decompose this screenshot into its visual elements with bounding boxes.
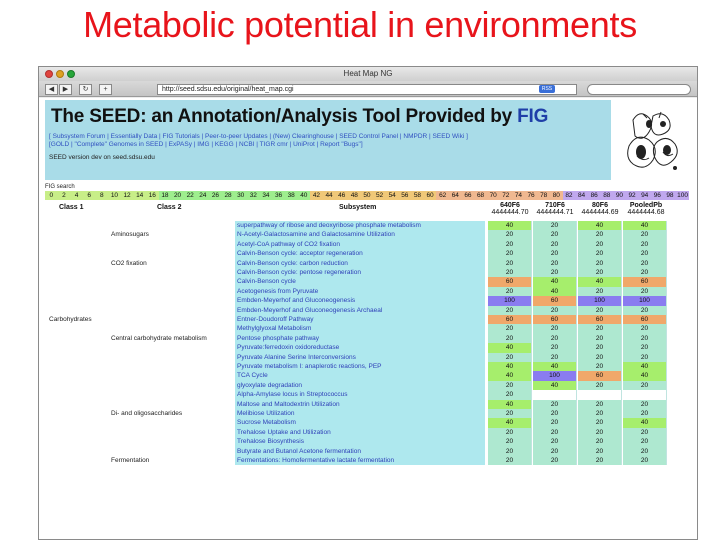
subsystem-link[interactable]: Acetyl-CoA pathway of CO2 fixation <box>235 240 485 249</box>
heat-value-cell[interactable]: 20 <box>488 390 532 399</box>
scale-value: 98 <box>664 191 677 200</box>
heat-value-cell[interactable]: 20 <box>578 409 622 418</box>
heat-value-cell[interactable]: 20 <box>623 259 667 268</box>
heat-value-cell[interactable]: 20 <box>488 249 532 258</box>
scale-value: 56 <box>399 191 412 200</box>
heat-value-cell[interactable] <box>533 390 577 399</box>
heat-value-cell[interactable]: 20 <box>578 259 622 268</box>
heat-value-cell[interactable]: 40 <box>623 418 667 427</box>
header-subsystem[interactable]: Subsystem <box>339 204 377 211</box>
genome-id: 4444444.71 <box>536 209 574 216</box>
heat-value-cell[interactable]: 20 <box>488 324 532 333</box>
subsystem-link[interactable]: Calvin-Benson cycle: carbon reduction <box>235 259 485 268</box>
heat-value-cell[interactable]: 40 <box>488 343 532 352</box>
scale-value: 36 <box>272 191 285 200</box>
scale-value: 58 <box>411 191 424 200</box>
seed-logo-image <box>623 106 685 178</box>
seed-pods-icon <box>623 106 685 178</box>
scale-value: 2 <box>58 191 71 200</box>
heat-value-cell[interactable]: 40 <box>488 362 532 371</box>
heat-value-cell[interactable]: 20 <box>578 343 622 352</box>
scale-value: 16 <box>146 191 159 200</box>
heat-value-cell[interactable]: 20 <box>578 437 622 446</box>
scale-value: 34 <box>260 191 273 200</box>
heat-value-cell[interactable]: 60 <box>488 315 532 324</box>
header-class2[interactable]: Class 2 <box>157 204 182 211</box>
scale-value: 44 <box>323 191 336 200</box>
heat-value-cell[interactable]: 20 <box>623 447 667 456</box>
subsystem-link[interactable]: Embden-Meyerhof and Gluconeogenesis Archaeal <box>235 306 485 315</box>
genome-name: PooledPb <box>629 202 663 209</box>
heat-value-cell[interactable]: 40 <box>488 418 532 427</box>
heat-value-cell[interactable] <box>578 390 622 399</box>
heat-value-cell[interactable]: 20 <box>533 418 577 427</box>
heat-value-cell[interactable]: 20 <box>578 456 622 465</box>
header-genome[interactable] <box>581 202 619 216</box>
browser-window <box>38 66 698 540</box>
heat-scale-legend <box>45 191 689 200</box>
heat-value-cell[interactable]: 40 <box>488 221 532 230</box>
heat-value-cell[interactable]: 60 <box>533 315 577 324</box>
subsystem-link[interactable]: Butyrate and Butanol Acetone fermentation <box>235 447 485 456</box>
table-row <box>39 400 697 409</box>
subsystem-link[interactable]: Pentose phosphate pathway <box>235 334 485 343</box>
table-row <box>39 306 697 315</box>
heat-value-cell[interactable]: 40 <box>623 362 667 371</box>
scale-value: 30 <box>234 191 247 200</box>
heat-value-cell[interactable]: 20 <box>488 259 532 268</box>
heat-value-cell[interactable]: 100 <box>623 296 667 305</box>
class1-cell: Carbohydrates <box>49 316 92 323</box>
header-class1[interactable]: Class 1 <box>59 204 84 211</box>
scale-value: 48 <box>348 191 361 200</box>
heat-value-cell[interactable]: 20 <box>623 343 667 352</box>
heat-value-cell[interactable]: 100 <box>578 296 622 305</box>
fig-link[interactable]: FIG <box>517 106 549 127</box>
heat-value-cell[interactable]: 20 <box>533 447 577 456</box>
class2-cell: Fermentation <box>111 457 150 464</box>
seed-header <box>45 100 611 180</box>
heat-value-cell[interactable]: 40 <box>533 277 577 286</box>
scale-value: 18 <box>159 191 172 200</box>
scale-value: 78 <box>537 191 550 200</box>
scale-value: 50 <box>361 191 374 200</box>
web-page <box>39 98 697 540</box>
heat-value-cell[interactable]: 20 <box>578 362 622 371</box>
table-row <box>39 409 697 418</box>
heat-value-cell[interactable]: 20 <box>533 343 577 352</box>
scale-value: 24 <box>197 191 210 200</box>
heat-value-cell[interactable]: 60 <box>533 296 577 305</box>
heat-value-cell[interactable]: 20 <box>578 353 622 362</box>
table-row <box>39 240 697 249</box>
scale-value: 22 <box>184 191 197 200</box>
rss-badge[interactable]: RSS <box>539 85 555 93</box>
subsystem-link[interactable]: Sucrose Metabolism <box>235 418 485 427</box>
table-row <box>39 390 697 399</box>
scale-value: 66 <box>462 191 475 200</box>
close-window-button[interactable] <box>45 70 53 78</box>
back-arrow-icon[interactable]: ◀ <box>45 84 58 95</box>
subsystem-link[interactable]: superpathway of ribose and deoxyribose phosphate metabolism <box>235 221 485 230</box>
table-row <box>39 381 697 390</box>
heat-value-cell[interactable]: 20 <box>578 400 622 409</box>
scale-value: 92 <box>626 191 639 200</box>
table-row <box>39 362 697 371</box>
subsystem-link[interactable]: N-Acetyl-Galactosamine and Galactosamine Utilization <box>235 230 485 239</box>
scale-value: 40 <box>298 191 311 200</box>
scale-value: 32 <box>247 191 260 200</box>
subsystem-link[interactable]: Entner-Doudoroff Pathway <box>235 315 485 324</box>
heat-value-cell[interactable]: 20 <box>578 334 622 343</box>
subsystem-link[interactable]: Trehalose Uptake and Utilization <box>235 428 485 437</box>
heat-value-cell[interactable]: 20 <box>578 287 622 296</box>
table-row <box>39 334 697 343</box>
scale-value: 46 <box>335 191 348 200</box>
scale-value: 80 <box>550 191 563 200</box>
heat-value-cell[interactable]: 20 <box>623 324 667 333</box>
slide-title: Metabolic potential in environments <box>83 4 637 45</box>
scale-value: 20 <box>171 191 184 200</box>
scale-value: 26 <box>209 191 222 200</box>
scale-value: 88 <box>601 191 614 200</box>
scale-value: 28 <box>222 191 235 200</box>
heat-value-cell[interactable]: 20 <box>578 268 622 277</box>
table-row <box>39 296 697 305</box>
heat-value-cell[interactable]: 20 <box>623 240 667 249</box>
table-row <box>39 230 697 239</box>
table-row <box>39 437 697 446</box>
heat-value-cell[interactable]: 20 <box>578 428 622 437</box>
scale-value: 84 <box>575 191 588 200</box>
scale-value: 76 <box>525 191 538 200</box>
subsystem-link[interactable]: Melibiose Utilization <box>235 409 485 418</box>
heat-value-cell[interactable]: 40 <box>488 400 532 409</box>
subsystem-link[interactable]: Embden-Meyerhof and Gluconeogenesis <box>235 296 485 305</box>
subsystem-link[interactable]: Trehalose Biosynthesis <box>235 437 485 446</box>
minimize-window-button[interactable] <box>56 70 64 78</box>
table-row <box>39 315 697 324</box>
heat-value-cell[interactable]: 40 <box>488 371 532 380</box>
heat-value-cell[interactable]: 20 <box>488 353 532 362</box>
scale-value: 74 <box>512 191 525 200</box>
heat-value-cell[interactable]: 20 <box>623 437 667 446</box>
heat-value-cell[interactable]: 20 <box>533 353 577 362</box>
heat-value-cell[interactable]: 20 <box>578 230 622 239</box>
scale-value: 52 <box>373 191 386 200</box>
heat-value-cell[interactable]: 20 <box>578 306 622 315</box>
genome-id: 4444444.69 <box>581 209 619 216</box>
heat-value-cell[interactable]: 20 <box>488 240 532 249</box>
heat-value-cell[interactable]: 20 <box>533 240 577 249</box>
subsystem-link[interactable]: Pyruvate:ferredoxin oxidoreductase <box>235 343 485 352</box>
reload-icon[interactable]: ↻ <box>79 84 92 95</box>
scale-value: 0 <box>45 191 58 200</box>
fig-search-link[interactable]: FIG search <box>45 184 75 190</box>
heat-value-cell[interactable]: 20 <box>623 287 667 296</box>
subsystem-link[interactable]: Calvin-Benson cycle <box>235 277 485 286</box>
add-bookmark-icon[interactable]: + <box>99 84 112 95</box>
heat-value-cell[interactable]: 40 <box>623 371 667 380</box>
heat-value-cell[interactable]: 60 <box>578 371 622 380</box>
heat-value-cell[interactable]: 40 <box>578 277 622 286</box>
heat-value-cell[interactable]: 20 <box>578 240 622 249</box>
table-header <box>39 202 697 220</box>
heat-value-cell[interactable]: 20 <box>623 249 667 258</box>
table-row <box>39 343 697 352</box>
subsystem-link[interactable]: glyoxylate degradation <box>235 381 485 390</box>
heat-value-cell[interactable]: 20 <box>533 456 577 465</box>
scale-value: 62 <box>436 191 449 200</box>
scale-value: 94 <box>638 191 651 200</box>
heat-value-cell[interactable]: 20 <box>623 306 667 315</box>
maximize-window-button[interactable] <box>67 70 75 78</box>
heat-value-cell[interactable]: 40 <box>533 287 577 296</box>
table-row <box>39 418 697 427</box>
heat-value-cell[interactable]: 20 <box>488 447 532 456</box>
heat-value-cell[interactable]: 60 <box>488 277 532 286</box>
subsystem-link[interactable]: Fermentations: Homofermentative lactate fermentation <box>235 456 485 465</box>
table-row <box>39 287 697 296</box>
heat-value-cell[interactable]: 20 <box>623 268 667 277</box>
scale-value: 96 <box>651 191 664 200</box>
genome-name: 80F6 <box>592 202 608 209</box>
heat-value-cell[interactable]: 20 <box>533 400 577 409</box>
heat-value-cell[interactable]: 20 <box>578 381 622 390</box>
subsystem-link[interactable]: Methylglyoxal Metabolism <box>235 324 485 333</box>
seed-version: SEED version dev on seed.sdsu.edu <box>49 154 155 161</box>
heat-value-cell[interactable]: 20 <box>533 221 577 230</box>
forward-arrow-icon[interactable]: ▶ <box>59 84 72 95</box>
subsystem-link[interactable]: Pyruvate metabolism I: anaplerotic reactions, PEP <box>235 362 485 371</box>
table-row <box>39 428 697 437</box>
heat-value-cell[interactable]: 20 <box>623 334 667 343</box>
heat-value-cell[interactable]: 20 <box>533 230 577 239</box>
heat-value-cell[interactable]: 20 <box>488 334 532 343</box>
table-row <box>39 221 697 230</box>
heat-value-cell[interactable] <box>623 390 667 399</box>
heat-value-cell[interactable]: 100 <box>533 371 577 380</box>
subsystem-link[interactable]: TCA Cycle <box>235 371 485 380</box>
browser-toolbar <box>39 81 697 97</box>
scale-value: 70 <box>487 191 500 200</box>
heat-value-cell[interactable]: 20 <box>623 381 667 390</box>
heat-value-cell[interactable]: 20 <box>488 409 532 418</box>
heat-value-cell[interactable]: 40 <box>623 221 667 230</box>
heat-value-cell[interactable]: 40 <box>578 221 622 230</box>
heat-value-cell[interactable]: 20 <box>623 230 667 239</box>
heat-value-cell[interactable]: 40 <box>533 362 577 371</box>
subsystem-link[interactable]: Calvin-Benson cycle: acceptor regeneration <box>235 249 485 258</box>
scale-value: 42 <box>310 191 323 200</box>
heat-value-cell[interactable]: 20 <box>533 268 577 277</box>
subsystem-link[interactable]: Pyruvate Alanine Serine Interconversions <box>235 353 485 362</box>
seed-title-text: The SEED: an Annotation/Analysis Tool Provided by <box>51 106 518 127</box>
table-row <box>39 371 697 380</box>
heat-value-cell[interactable]: 20 <box>533 428 577 437</box>
heat-value-cell[interactable]: 20 <box>623 456 667 465</box>
scale-value: 86 <box>588 191 601 200</box>
heat-value-cell[interactable]: 60 <box>623 277 667 286</box>
table-row <box>39 447 697 456</box>
heat-value-cell[interactable]: 20 <box>488 428 532 437</box>
heat-value-cell[interactable]: 20 <box>578 324 622 333</box>
address-bar[interactable]: http://seed.sdsu.edu/original/heat_map.cgi <box>157 84 577 95</box>
header-genome[interactable] <box>536 202 574 216</box>
heat-value-cell[interactable]: 100 <box>488 296 532 305</box>
table-row <box>39 324 697 333</box>
browser-search-input[interactable] <box>587 84 691 95</box>
heat-value-cell[interactable]: 20 <box>578 447 622 456</box>
subsystem-link[interactable]: Acetogenesis from Pyruvate <box>235 287 485 296</box>
seed-title <box>51 106 548 128</box>
scale-value: 100 <box>677 192 688 199</box>
table-row <box>39 353 697 362</box>
genome-name: 640F6 <box>500 202 520 209</box>
scale-value: 72 <box>500 191 513 200</box>
genome-name: 710F6 <box>545 202 565 209</box>
subsystem-link[interactable]: Calvin-Benson cycle: pentose regeneration <box>235 268 485 277</box>
scale-value: 14 <box>133 191 146 200</box>
scale-value: 82 <box>563 191 576 200</box>
heat-value-cell[interactable]: 20 <box>533 249 577 258</box>
class2-cell: Central carbohydrate metabolism <box>111 334 207 342</box>
heat-value-cell[interactable]: 20 <box>533 259 577 268</box>
scale-value: 4 <box>70 191 83 200</box>
heat-value-cell[interactable]: 20 <box>578 249 622 258</box>
heat-value-cell[interactable]: 20 <box>488 306 532 315</box>
scale-value: 90 <box>613 191 626 200</box>
table-row <box>39 259 697 268</box>
heat-value-cell[interactable]: 20 <box>488 437 532 446</box>
table-row <box>39 277 697 286</box>
genome-id: 4444444.70 <box>491 209 529 216</box>
seed-nav-links[interactable]: [ Subsystem Forum | Essentially Data | FIG Tutorials | Peer-to-peer Updates | (New) Clearinghouse | SEED Control Panel | NMPDR | SEED Wiki ] <box>49 133 468 140</box>
heat-value-cell[interactable]: 20 <box>533 437 577 446</box>
heat-value-cell[interactable]: 20 <box>488 268 532 277</box>
table-row <box>39 456 697 465</box>
scale-value: 8 <box>96 191 109 200</box>
class2-cell: CO2 fixation <box>111 259 147 267</box>
heat-value-cell[interactable]: 20 <box>488 381 532 390</box>
header-genome[interactable] <box>627 202 665 216</box>
scale-value: 68 <box>474 191 487 200</box>
window-titlebar <box>39 67 697 81</box>
heat-value-cell[interactable]: 20 <box>533 306 577 315</box>
heat-value-cell[interactable]: 20 <box>533 334 577 343</box>
class2-cell: Di- and oligosaccharides <box>111 410 183 417</box>
scale-value: 64 <box>449 191 462 200</box>
heat-value-cell[interactable]: 20 <box>623 400 667 409</box>
scale-value: 10 <box>108 191 121 200</box>
class2-cell: Aminosugars <box>111 231 149 239</box>
seed-external-links[interactable]: [GOLD | "Complete" Genomes in SEED | ExPASy | IMG | KEGG | NCBI | TIGR cmr | UniProt | Report "Bugs"] <box>49 141 363 148</box>
table-row <box>39 268 697 277</box>
heat-value-cell[interactable]: 20 <box>533 409 577 418</box>
heat-value-cell[interactable]: 60 <box>623 315 667 324</box>
heat-value-cell[interactable]: 60 <box>578 315 622 324</box>
heat-value-cell[interactable]: 20 <box>488 287 532 296</box>
heat-value-cell[interactable]: 20 <box>623 428 667 437</box>
genome-id: 4444444.68 <box>627 209 665 216</box>
heat-value-cell[interactable]: 20 <box>488 230 532 239</box>
table-row <box>39 249 697 258</box>
scale-value: 12 <box>121 191 134 200</box>
heat-value-cell[interactable]: 20 <box>533 324 577 333</box>
heat-value-cell[interactable]: 20 <box>578 418 622 427</box>
subsystem-link[interactable]: Maltose and Maltodextrin Utilization <box>235 400 485 409</box>
window-title: Heat Map NG <box>343 69 393 78</box>
scale-value: 54 <box>386 191 399 200</box>
scale-value: 60 <box>424 191 437 200</box>
scale-value: 38 <box>285 191 298 200</box>
heat-value-cell[interactable]: 20 <box>623 409 667 418</box>
subsystem-link[interactable]: Alpha-Amylase locus in Streptococcus <box>235 390 485 399</box>
heat-value-cell[interactable]: 40 <box>533 381 577 390</box>
heat-value-cell[interactable]: 20 <box>488 456 532 465</box>
scale-value: 6 <box>83 191 96 200</box>
header-genome[interactable] <box>491 202 529 216</box>
heat-value-cell[interactable]: 20 <box>623 353 667 362</box>
